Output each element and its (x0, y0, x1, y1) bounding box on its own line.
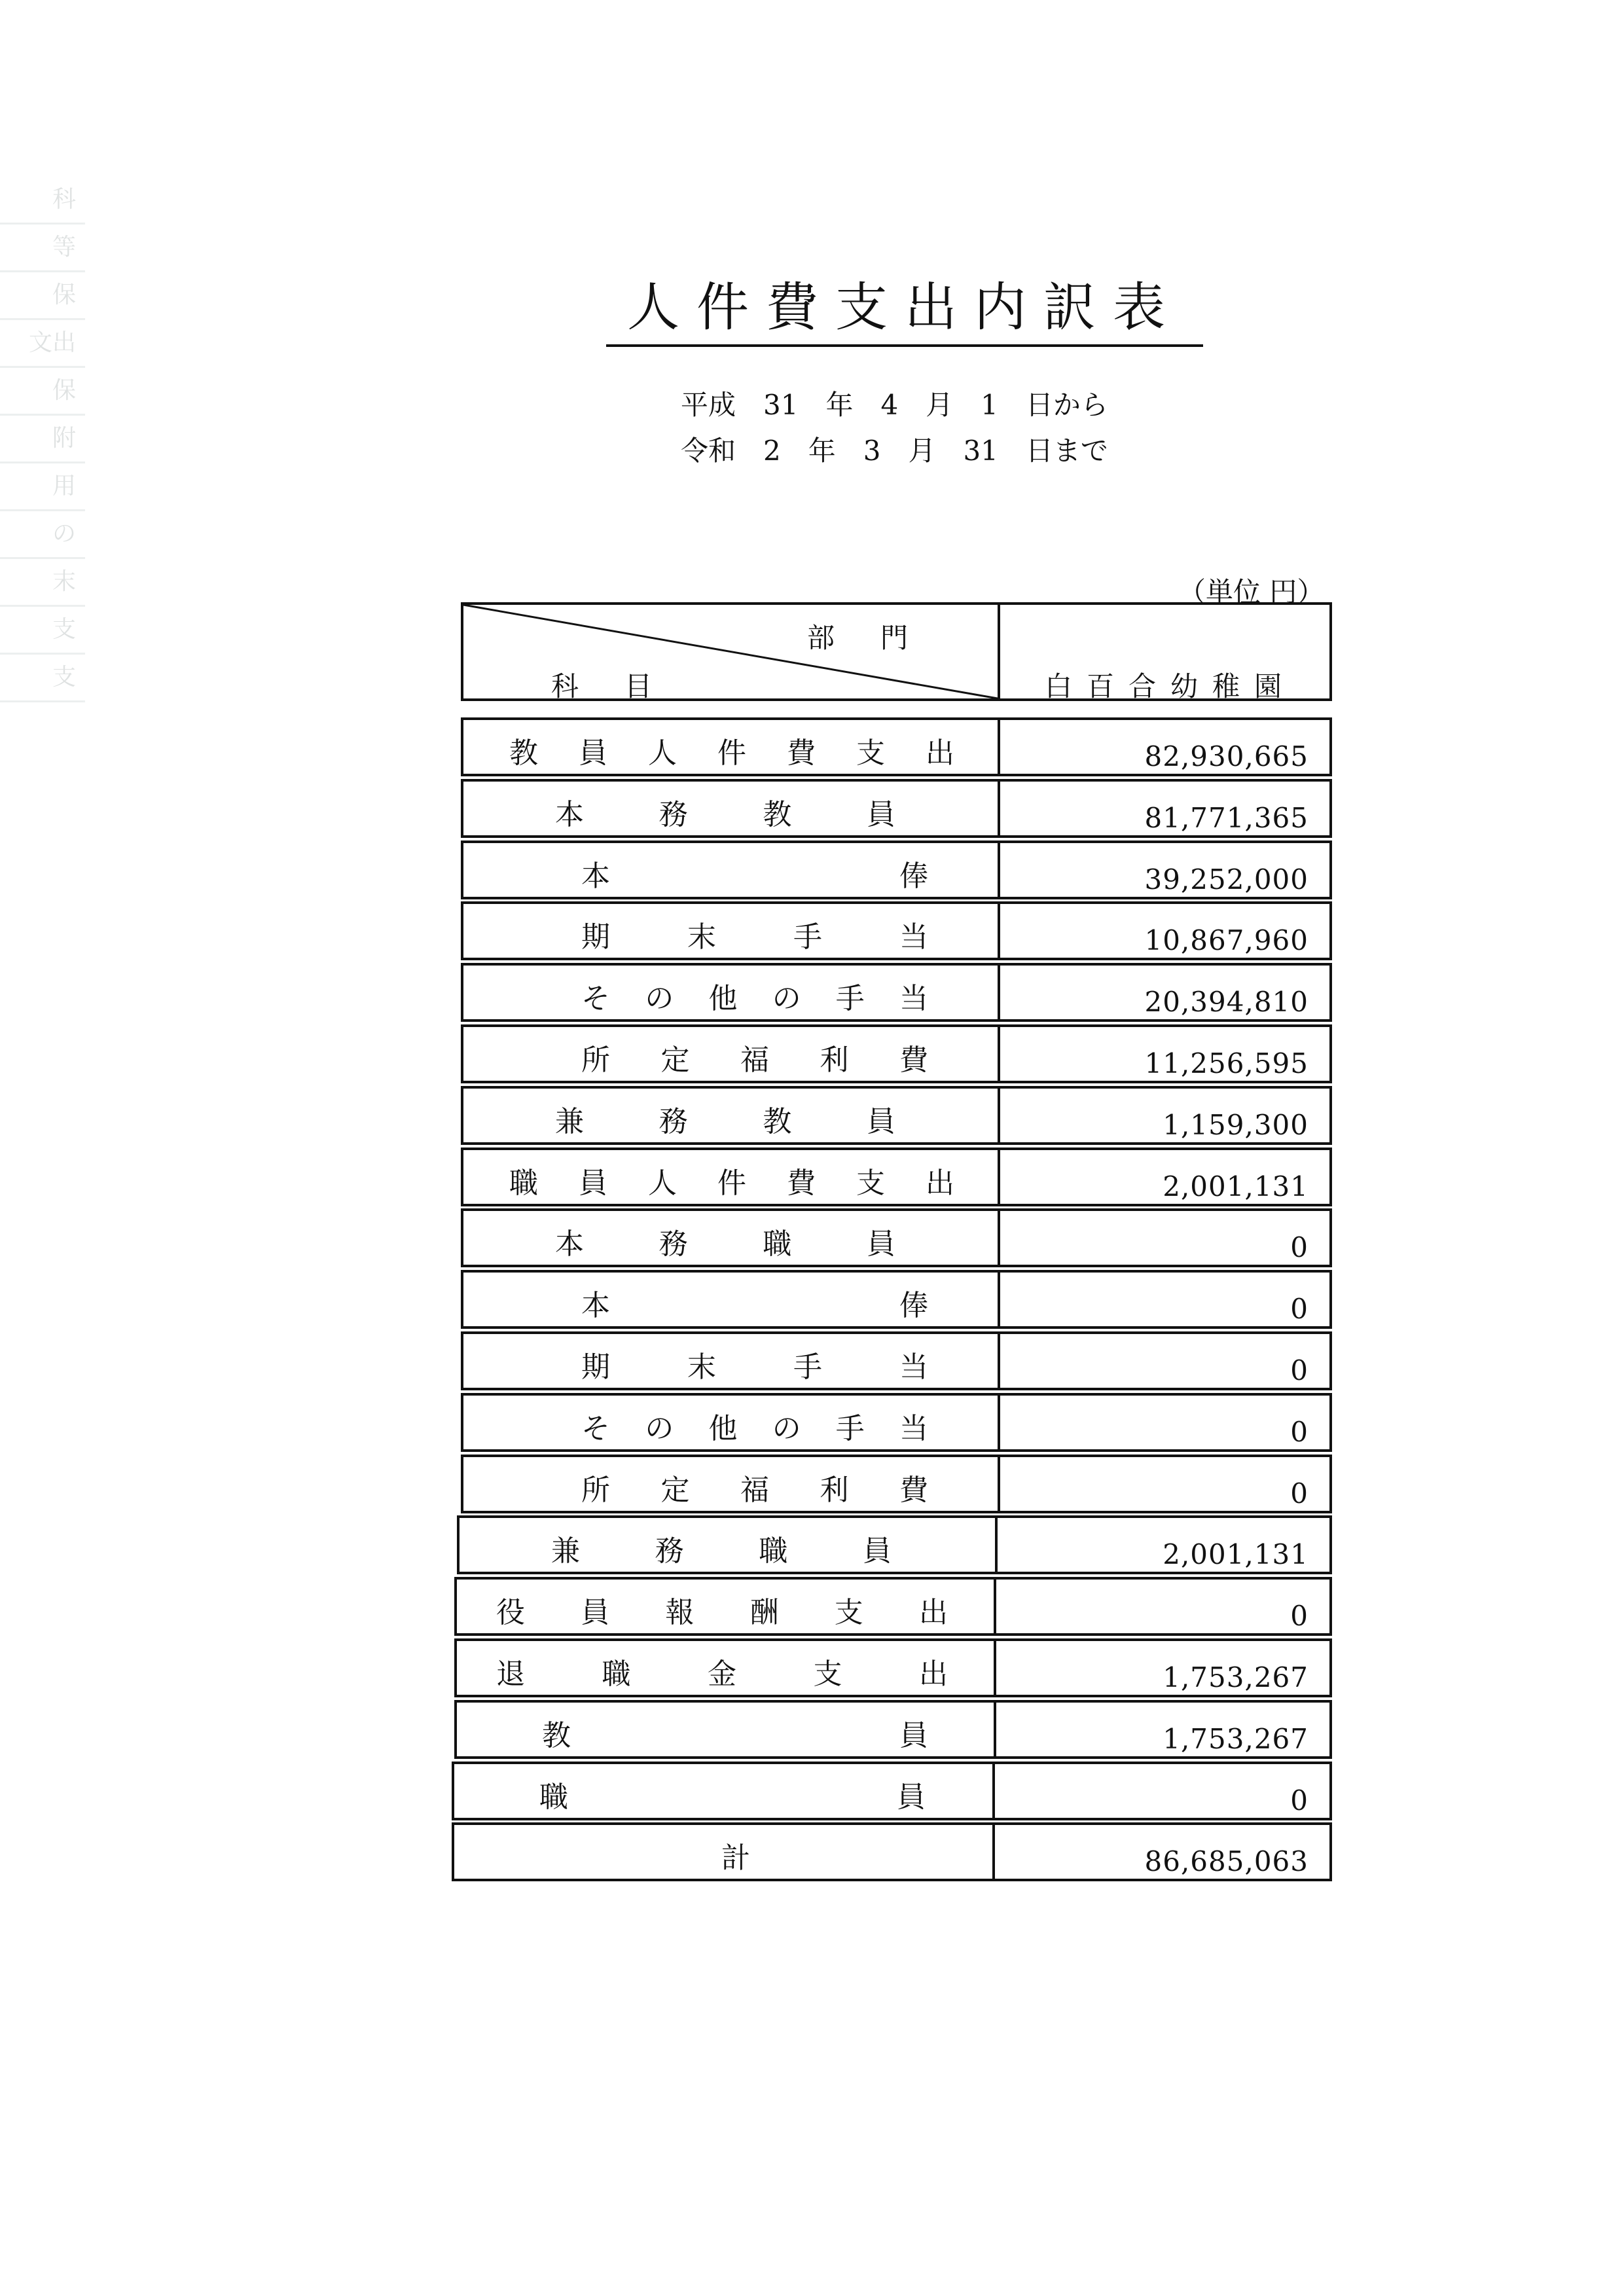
row-label-cell (461, 1331, 1000, 1390)
row-value-cell (995, 1762, 1332, 1820)
row-label: そ の 他 の 手 当 (581, 1411, 928, 1445)
row-label: 教 員 人 件 費 支 出 (509, 736, 954, 770)
table-row (452, 1700, 1332, 1762)
table-row (452, 1455, 1332, 1516)
row-label-cell (461, 1208, 1000, 1267)
table-row (452, 901, 1332, 963)
row-value-cell (996, 1577, 1332, 1636)
row-label-cell (454, 1577, 996, 1636)
row-label: 兼 務 職 員 (551, 1534, 892, 1568)
header-dept-cell (1000, 602, 1332, 701)
table-header (452, 602, 1332, 704)
row-label-cell (461, 840, 1000, 899)
row-label: 教 員 (542, 1718, 928, 1752)
row-value-cell (1000, 1086, 1332, 1145)
row-value: 1,159,300 (1163, 1108, 1308, 1141)
row-label: 所 定 福 利 費 (581, 1043, 928, 1077)
table-row (452, 1208, 1332, 1270)
table-row (452, 1148, 1332, 1209)
row-value: 11,256,595 (1144, 1047, 1308, 1079)
row-label: 所 定 福 利 費 (581, 1473, 928, 1507)
row-value-cell (1000, 901, 1332, 960)
row-value-cell (1000, 1208, 1332, 1267)
department-name: 白百合幼稚園 (1044, 670, 1296, 702)
row-value-cell (1000, 1455, 1332, 1513)
row-label-cell (454, 1638, 996, 1697)
row-value: 1,753,267 (1163, 1661, 1308, 1693)
bleed-through-margin: 科 等 保 文出 保 附 用 の 末 支 支 (0, 177, 85, 1002)
period-to: 令和 2 年 3 月 31 日まで (681, 435, 1108, 467)
row-label: 本 務 教 員 (555, 797, 895, 831)
row-value-cell (1000, 840, 1332, 899)
row-value: 0 (1290, 1415, 1308, 1448)
row-label: 計 (721, 1841, 750, 1875)
row-label: 本 俸 (581, 1289, 928, 1323)
row-label: 兼 務 教 員 (555, 1104, 895, 1138)
table-row (452, 1086, 1332, 1148)
row-label-cell (461, 779, 1000, 838)
row-value: 20,394,810 (1144, 986, 1308, 1019)
row-value: 0 (1290, 1784, 1308, 1816)
row-value: 2,001,131 (1163, 1538, 1308, 1571)
row-value: 2,001,131 (1163, 1170, 1308, 1202)
row-label-cell (454, 1700, 996, 1759)
row-value: 0 (1290, 1293, 1308, 1326)
table-row (452, 1393, 1332, 1455)
row-value-cell (1000, 1148, 1332, 1206)
row-value: 0 (1290, 1231, 1308, 1264)
table-row (452, 1762, 1332, 1823)
header-diagonal-line (461, 602, 1000, 701)
row-value-cell (1000, 1331, 1332, 1390)
table-row (452, 1515, 1332, 1577)
table-row (452, 963, 1332, 1024)
unit-label: （単位 円） (1178, 576, 1325, 608)
row-value-cell (1000, 779, 1332, 838)
row-label-cell (452, 1762, 995, 1820)
row-label-cell (457, 1515, 998, 1574)
row-value: 86,685,063 (1144, 1845, 1308, 1878)
row-label-cell (452, 1822, 995, 1881)
row-label-cell (461, 1393, 1000, 1452)
row-label-cell (461, 1024, 1000, 1083)
row-label: 職 員 (539, 1780, 926, 1814)
row-value-cell (1000, 1270, 1332, 1329)
row-label-cell (461, 1148, 1000, 1206)
row-value-cell (998, 1515, 1332, 1574)
personnel-expense-table (452, 602, 1332, 1878)
table-row (452, 717, 1332, 779)
table-row (452, 1638, 1332, 1700)
table-row (452, 840, 1332, 902)
header-item-label: 科目 (551, 670, 698, 702)
table-row (452, 1024, 1332, 1086)
row-value: 81,771,365 (1144, 801, 1308, 834)
table-row (452, 779, 1332, 840)
row-value-cell (1000, 1393, 1332, 1452)
row-value-cell (996, 1700, 1332, 1759)
row-value-cell (996, 1638, 1332, 1697)
row-label-cell (461, 1455, 1000, 1513)
row-value-cell (1000, 717, 1332, 776)
row-value: 10,867,960 (1144, 924, 1308, 957)
row-label-cell (461, 717, 1000, 776)
table-row (452, 1577, 1332, 1638)
row-value: 39,252,000 (1144, 863, 1308, 895)
row-label-cell (461, 901, 1000, 960)
row-label-cell (461, 963, 1000, 1022)
row-label: 期 末 手 当 (581, 920, 928, 954)
row-label: 退 職 金 支 出 (496, 1657, 948, 1691)
row-value: 0 (1290, 1600, 1308, 1633)
row-value: 0 (1290, 1354, 1308, 1386)
row-label: そ の 他 の 手 当 (581, 982, 928, 1016)
row-value: 0 (1290, 1477, 1308, 1509)
row-value-cell (1000, 963, 1332, 1022)
row-label: 職 員 人 件 費 支 出 (509, 1166, 954, 1200)
row-label: 本 務 職 員 (555, 1227, 895, 1261)
table-row (452, 1331, 1332, 1393)
table-row (452, 1822, 1332, 1884)
table-row (452, 1270, 1332, 1331)
header-dept-label: 部門 (807, 622, 954, 654)
row-label-cell (461, 1270, 1000, 1329)
row-value: 82,930,665 (1144, 740, 1308, 772)
row-label: 期 末 手 当 (581, 1350, 928, 1384)
row-value-cell (1000, 1024, 1332, 1083)
row-label-cell (461, 1086, 1000, 1145)
row-label: 役 員 報 酬 支 出 (496, 1596, 948, 1630)
period-from: 平成 31 年 4 月 1 日から (681, 389, 1108, 421)
row-value-cell (995, 1822, 1332, 1881)
row-value: 1,753,267 (1163, 1722, 1308, 1755)
document-title: 人件費支出内訳表 (606, 275, 1203, 347)
row-label: 本 俸 (581, 859, 928, 893)
